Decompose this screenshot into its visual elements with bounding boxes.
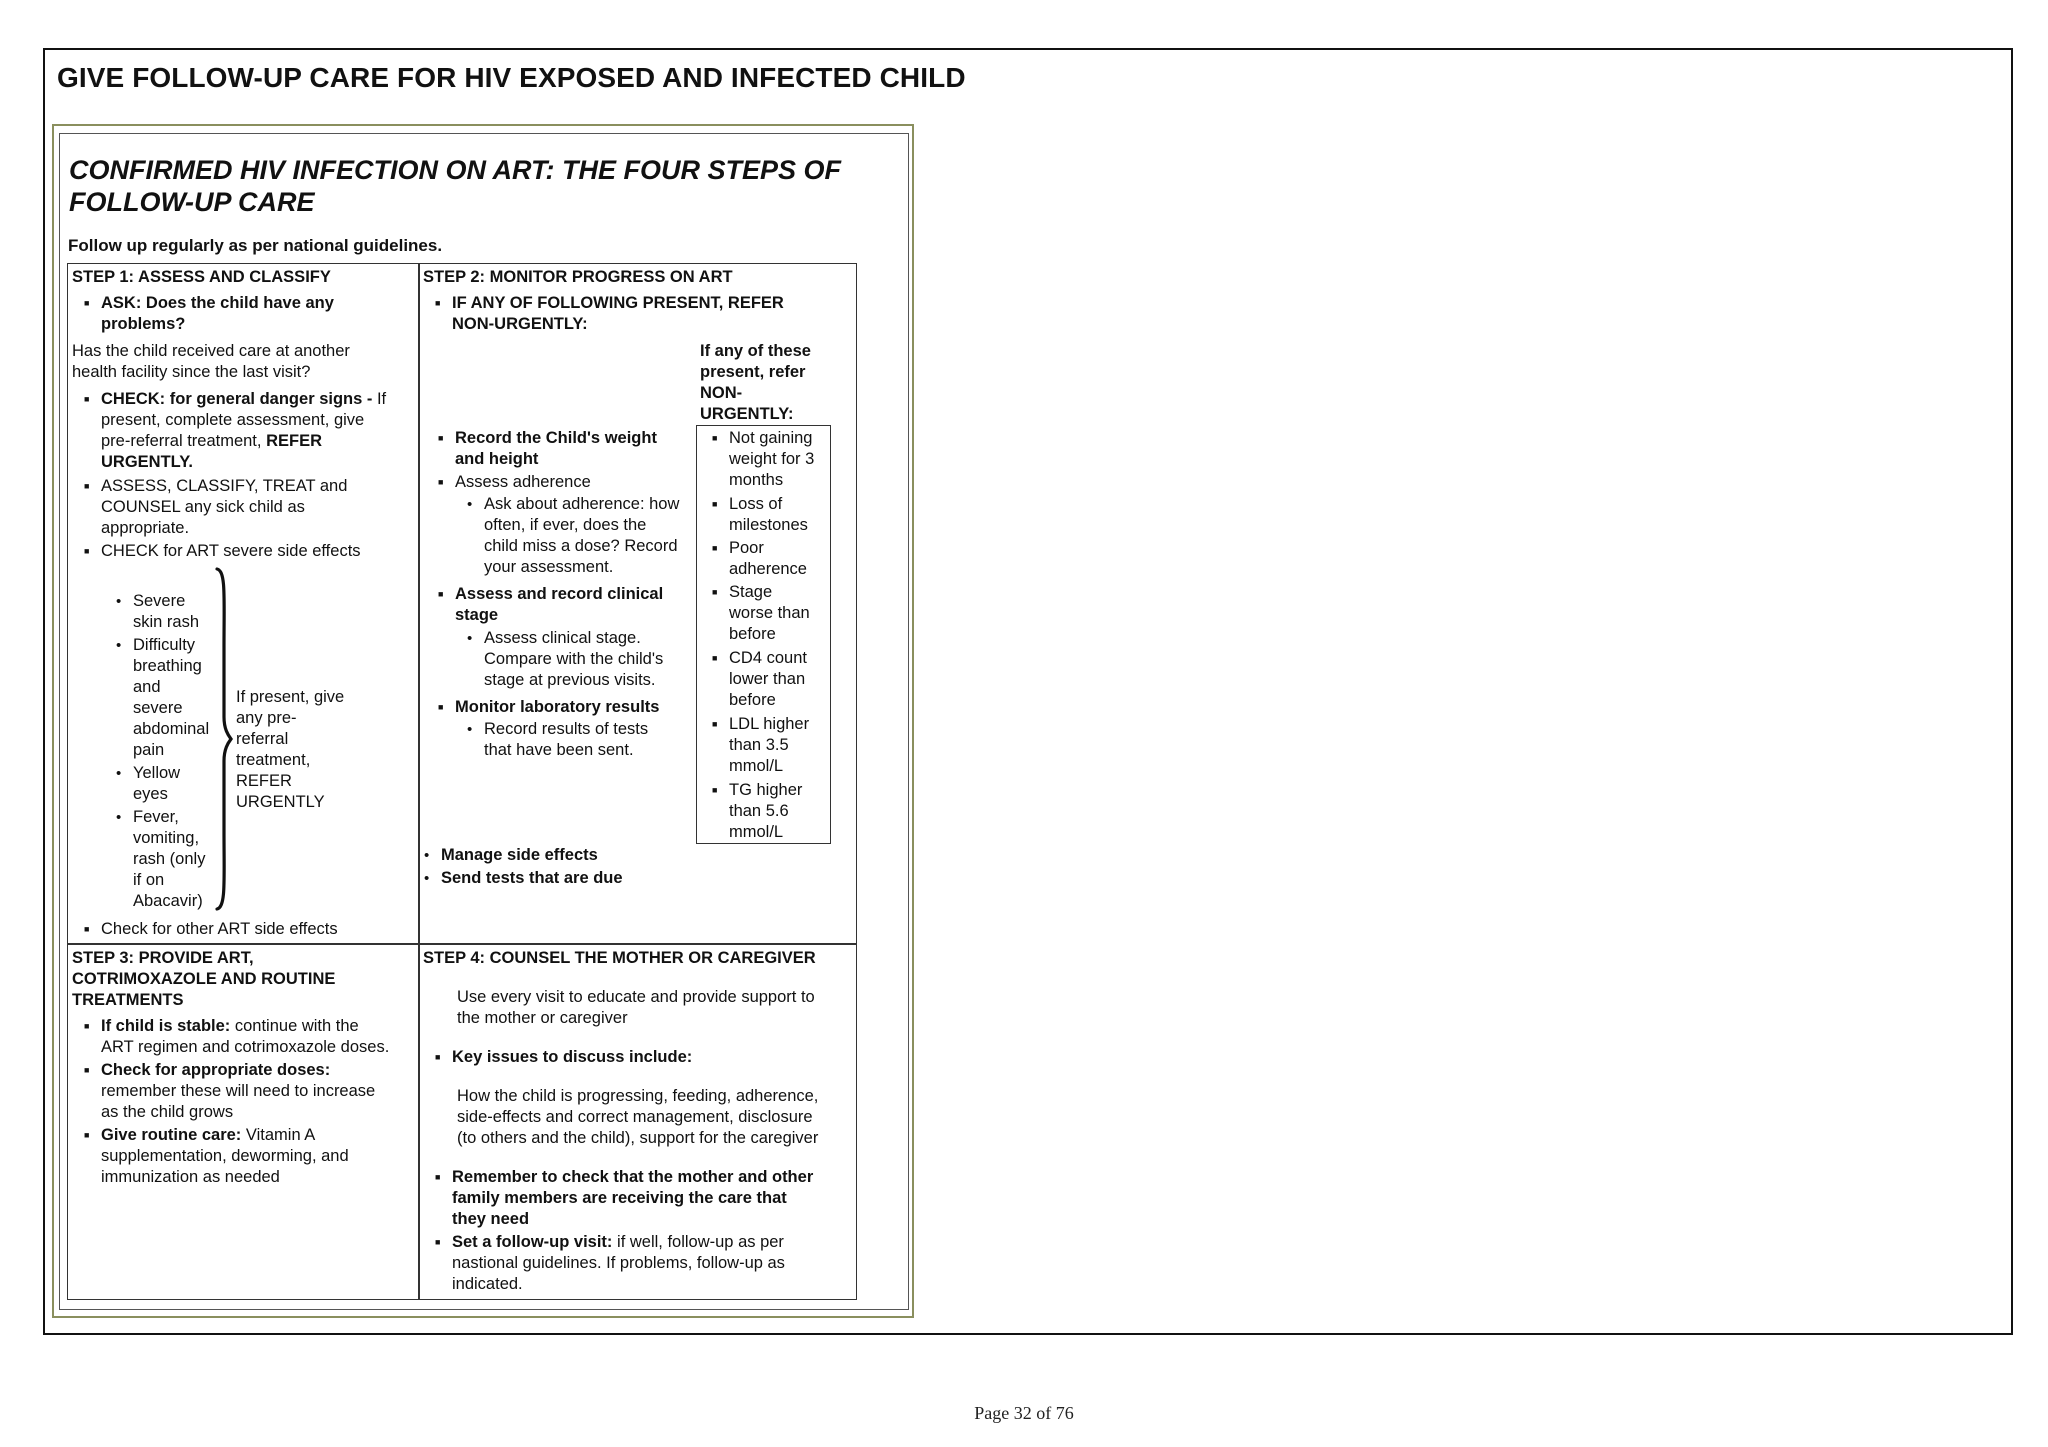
side-effect-item: breathing bbox=[133, 657, 202, 675]
stage-detail-line: Assess clinical stage. bbox=[484, 629, 641, 647]
round-bullet-icon: • bbox=[116, 637, 122, 654]
refer-item-line: worse than bbox=[729, 604, 810, 622]
refer-item-line: than 5.6 bbox=[729, 802, 789, 820]
adherence-detail-line: Ask about adherence: how bbox=[484, 495, 680, 513]
round-bullet-icon: • bbox=[467, 630, 473, 647]
square-bullet-icon: ■ bbox=[435, 1052, 441, 1062]
refer-item-line: before bbox=[729, 625, 776, 643]
step3-routine-tail: Vitamin A bbox=[241, 1126, 316, 1144]
round-bullet-icon: • bbox=[116, 765, 122, 782]
step3-doses-line2: remember these will need to increase bbox=[101, 1082, 376, 1100]
step1-check-art: CHECK for ART severe side effects bbox=[101, 542, 361, 560]
step4-followup-line3: indicated. bbox=[452, 1275, 523, 1293]
square-bullet-icon: ■ bbox=[712, 543, 718, 553]
square-bullet-icon: ■ bbox=[435, 1237, 441, 1247]
step3-stable-bold: If child is stable: bbox=[101, 1017, 231, 1035]
refer-item-line: before bbox=[729, 691, 776, 709]
step2-monitor-lab: Monitor laboratory results bbox=[455, 698, 660, 716]
square-bullet-icon: ■ bbox=[712, 785, 718, 795]
side-effect-item: Fever, bbox=[133, 808, 179, 826]
refer-item-line: mmol/L bbox=[729, 823, 784, 841]
step1-ask-line2: problems? bbox=[101, 315, 186, 333]
square-bullet-icon: ■ bbox=[84, 546, 90, 556]
brace-note-line: any pre- bbox=[236, 709, 297, 727]
page-title: GIVE FOLLOW-UP CARE FOR HIV EXPOSED AND INFECTED CHILD bbox=[57, 62, 966, 93]
round-bullet-icon: • bbox=[467, 721, 473, 738]
step4-followup-line1 bbox=[452, 1232, 784, 1254]
step2-assess-adherence: Assess adherence bbox=[455, 473, 591, 491]
square-bullet-icon: ■ bbox=[84, 298, 90, 308]
step1-check-other: Check for other ART side effects bbox=[101, 920, 338, 938]
step3-heading-line: COTRIMOXAZOLE AND ROUTINE bbox=[72, 970, 336, 988]
step4-issues-line: (to others and the child), support for the caregiver bbox=[457, 1129, 819, 1147]
side-effect-item: severe bbox=[133, 699, 183, 717]
step4-followup-line2: nastional guidelines. If problems, follow-up as bbox=[452, 1254, 785, 1272]
refer-header-line: present, refer bbox=[700, 363, 806, 381]
side-effect-item: skin rash bbox=[133, 613, 200, 631]
stage-detail-line: stage at previous visits. bbox=[484, 671, 656, 689]
step4-remember-line: family members are receiving the care that bbox=[452, 1189, 787, 1207]
step3-heading-line: STEP 3: PROVIDE ART, bbox=[72, 949, 254, 967]
step4-issues-line: side-effects and correct management, disclosure bbox=[457, 1108, 813, 1126]
step2-record-line1: Record the Child's weight bbox=[455, 429, 657, 447]
brace-note-line: treatment, bbox=[236, 751, 311, 769]
step3-doses-bold: Check for appropriate doses: bbox=[101, 1061, 331, 1079]
step4-issues-line: How the child is progressing, feeding, adherence, bbox=[457, 1087, 819, 1105]
card-title-line2: FOLLOW-UP CARE bbox=[69, 187, 315, 217]
refer-item-line: than 3.5 bbox=[729, 736, 789, 754]
adherence-detail-line: child miss a dose? Record bbox=[484, 537, 678, 555]
step2-stage-line2: stage bbox=[455, 606, 499, 624]
square-bullet-icon: ■ bbox=[84, 394, 90, 404]
refer-item-line: lower than bbox=[729, 670, 806, 688]
step1-assess-line1: ASSESS, CLASSIFY, TREAT and bbox=[101, 477, 348, 495]
brace-note-line: referral bbox=[236, 730, 289, 748]
side-effect-item: Severe bbox=[133, 592, 186, 610]
table-column-divider bbox=[418, 263, 420, 1300]
side-effect-item: vomiting, bbox=[133, 829, 200, 847]
step4-key-issues: Key issues to discuss include: bbox=[452, 1048, 693, 1066]
card-title-line1: CONFIRMED HIV INFECTION ON ART: THE FOUR STEPS OF bbox=[69, 155, 842, 185]
round-bullet-icon: • bbox=[116, 809, 122, 826]
step1-check-tail: If bbox=[372, 390, 387, 408]
table-row-divider bbox=[67, 943, 857, 945]
refer-item-line: LDL higher bbox=[729, 715, 810, 733]
step3-stable-line2: ART regimen and cotrimoxazole doses. bbox=[101, 1038, 390, 1056]
refer-item-line: adherence bbox=[729, 560, 807, 578]
step4-intro-line: the mother or caregiver bbox=[457, 1009, 628, 1027]
refer-item-line: weight for 3 bbox=[729, 450, 815, 468]
square-bullet-icon: ■ bbox=[438, 589, 444, 599]
round-bullet-icon: • bbox=[424, 847, 430, 864]
step3-stable-tail: continue with the bbox=[230, 1017, 359, 1035]
step1-ask-line1: ASK: Does the child have any bbox=[101, 294, 334, 312]
brace-note-line: REFER bbox=[236, 772, 292, 790]
refer-item-line: Stage bbox=[729, 583, 773, 601]
refer-item-line: Loss of bbox=[729, 495, 783, 513]
brace-note-line: URGENTLY bbox=[236, 793, 325, 811]
round-bullet-icon: • bbox=[116, 593, 122, 610]
step1-assess-line3: appropriate. bbox=[101, 519, 190, 537]
step2-send-tests: Send tests that are due bbox=[441, 869, 623, 887]
adherence-detail-line: often, if ever, does the bbox=[484, 516, 647, 534]
step3-heading-line: TREATMENTS bbox=[72, 991, 184, 1009]
step3-routine-line1 bbox=[101, 1125, 315, 1147]
step2-manage-side: Manage side effects bbox=[441, 846, 598, 864]
side-effect-item: rash (only bbox=[133, 850, 206, 868]
refer-item-line: CD4 count bbox=[729, 649, 807, 667]
step1-check-line4: URGENTLY. bbox=[101, 453, 193, 471]
step1-heading: STEP 1: ASSESS AND CLASSIFY bbox=[72, 268, 331, 286]
step1-question-line2: health facility since the last visit? bbox=[72, 363, 311, 381]
side-effect-item: Yellow bbox=[133, 764, 181, 782]
curly-brace-icon bbox=[214, 567, 234, 911]
stage-detail-line: Compare with the child's bbox=[484, 650, 664, 668]
page-number: Page 32 of 76 bbox=[974, 1403, 1074, 1423]
refer-item-line: TG higher bbox=[729, 781, 803, 799]
round-bullet-icon: • bbox=[467, 496, 473, 513]
square-bullet-icon: ■ bbox=[712, 719, 718, 729]
step1-check-line1 bbox=[101, 389, 386, 411]
refer-item-line: Poor bbox=[729, 539, 764, 557]
step1-check-line2: present, complete assessment, give bbox=[101, 411, 365, 429]
square-bullet-icon: ■ bbox=[712, 499, 718, 509]
step3-routine-line3: immunization as needed bbox=[101, 1168, 280, 1186]
square-bullet-icon: ■ bbox=[435, 1172, 441, 1182]
square-bullet-icon: ■ bbox=[84, 1065, 90, 1075]
side-effect-item: if on bbox=[133, 871, 165, 889]
side-effect-item: Difficulty bbox=[133, 636, 196, 654]
square-bullet-icon: ■ bbox=[438, 702, 444, 712]
step2-refer-line1: IF ANY OF FOLLOWING PRESENT, REFER bbox=[452, 294, 784, 312]
card-title bbox=[69, 154, 889, 218]
square-bullet-icon: ■ bbox=[84, 481, 90, 491]
refer-item-line: Not gaining bbox=[729, 429, 813, 447]
step3-doses-line3: as the child grows bbox=[101, 1103, 234, 1121]
side-effect-item: eyes bbox=[133, 785, 168, 803]
step4-followup-bold: Set a follow-up visit: bbox=[452, 1233, 613, 1251]
refer-item-line: milestones bbox=[729, 516, 808, 534]
step1-assess-line2: COUNSEL any sick child as bbox=[101, 498, 305, 516]
square-bullet-icon: ■ bbox=[438, 477, 444, 487]
step1-check-line3a: pre-referral treatment, bbox=[101, 432, 267, 450]
step4-followup-tail: if well, follow-up as per bbox=[612, 1233, 784, 1251]
step3-routine-line2: supplementation, deworming, and bbox=[101, 1147, 349, 1165]
refer-item-line: months bbox=[729, 471, 784, 489]
step4-remember-line: Remember to check that the mother and other bbox=[452, 1168, 814, 1186]
square-bullet-icon: ■ bbox=[712, 587, 718, 597]
step2-refer-line2: NON-URGENTLY: bbox=[452, 315, 588, 333]
refer-header-line: URGENTLY: bbox=[700, 405, 794, 423]
step1-check-line3b: REFER bbox=[266, 432, 322, 450]
round-bullet-icon: • bbox=[424, 870, 430, 887]
step2-record-line2: and height bbox=[455, 450, 539, 468]
step1-check-line3 bbox=[101, 431, 322, 453]
adherence-detail-line: your assessment. bbox=[484, 558, 614, 576]
refer-item-line: mmol/L bbox=[729, 757, 784, 775]
refer-header-line: NON- bbox=[700, 384, 743, 402]
step3-stable-line1 bbox=[101, 1016, 359, 1038]
lab-detail-line: Record results of tests bbox=[484, 720, 649, 738]
square-bullet-icon: ■ bbox=[84, 924, 90, 934]
step4-intro-line: Use every visit to educate and provide support to bbox=[457, 988, 815, 1006]
square-bullet-icon: ■ bbox=[84, 1130, 90, 1140]
side-effect-item: Abacavir) bbox=[133, 892, 203, 910]
square-bullet-icon: ■ bbox=[712, 433, 718, 443]
step4-remember-line: they need bbox=[452, 1210, 530, 1228]
side-effect-item: abdominal bbox=[133, 720, 210, 738]
refer-header-line: If any of these bbox=[700, 342, 811, 360]
step1-check-bold: CHECK: for general danger signs - bbox=[101, 390, 373, 408]
square-bullet-icon: ■ bbox=[84, 1021, 90, 1031]
side-effect-item: pain bbox=[133, 741, 165, 759]
square-bullet-icon: ■ bbox=[438, 433, 444, 443]
square-bullet-icon: ■ bbox=[435, 298, 441, 308]
step2-heading: STEP 2: MONITOR PROGRESS ON ART bbox=[423, 268, 733, 286]
step2-stage-line1: Assess and record clinical bbox=[455, 585, 664, 603]
brace-note-line: If present, give bbox=[236, 688, 345, 706]
square-bullet-icon: ■ bbox=[712, 653, 718, 663]
card-subtitle: Follow up regularly as per national guidelines. bbox=[68, 236, 443, 255]
lab-detail-line: that have been sent. bbox=[484, 741, 634, 759]
side-effect-item: and bbox=[133, 678, 161, 696]
step1-question-line1: Has the child received care at another bbox=[72, 342, 350, 360]
step4-heading: STEP 4: COUNSEL THE MOTHER OR CAREGIVER bbox=[423, 949, 816, 967]
step3-routine-bold: Give routine care: bbox=[101, 1126, 242, 1144]
